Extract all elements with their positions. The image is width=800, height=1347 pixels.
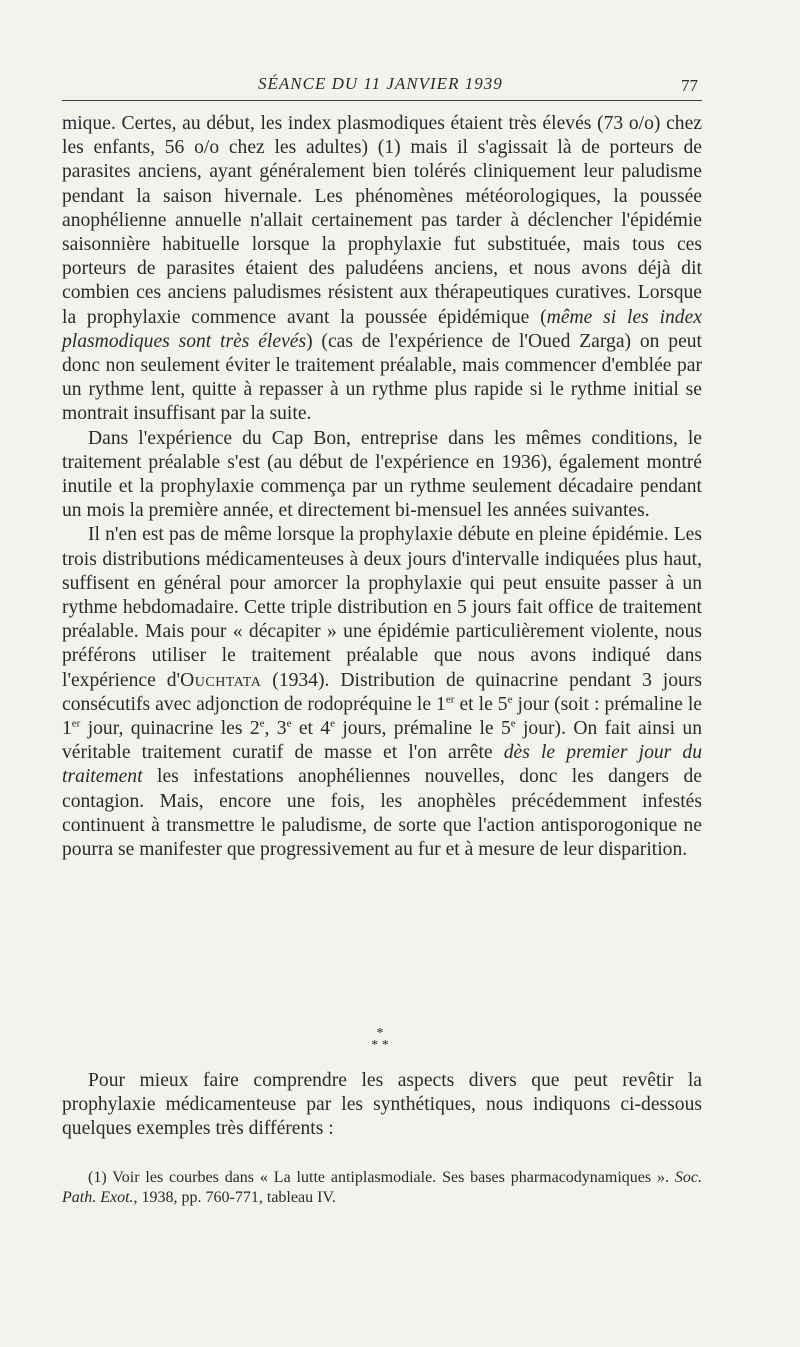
paragraph-4: Pour mieux faire comprendre les aspects divers que peut revêtir la prophylaxie médicamenteuse par les synthétiques, nous indiquons ci-dessous quelques exemples très différents : [62, 1070, 702, 1140]
asterism [360, 1028, 400, 1052]
journal-title: Soc. Path. Exot. [62, 1169, 702, 1206]
page-header [62, 72, 702, 98]
page-number: 77 [681, 76, 698, 95]
place-name: Ouchtata [180, 669, 262, 691]
emphasis: même si les index plasmodiques sont très élevés [62, 306, 703, 352]
paragraph-2: Dans l'expérience du Cap Bon, entreprise dans les mêmes conditions, le traitement préalable s'est (au début de l'expérience en 1936), également montré inutile et la prophylaxie commença par un rythme seulement décadaire pendant un mois la première année, et directement bi-mensuel les années suivantes. [62, 427, 702, 522]
paragraph-1: mique. Certes, au début, les index plasmodiques étaient très élevés (73 o/o) chez les enfants, 56 o/o chez les adultes) (1) mais il s'agissait là de porteurs de parasites anciens, ayant généralement bien tolérés cliniquement leur paludisme pendant la saison hivernale. Les phénomènes météorologiques, la poussée anophélienne annuelle n'allait certainement pas tarder à déclencher l'épidémie saisonnière habituelle lorsque la prophylaxie fut substituée, mais tous ces porteurs de parasites étaient des paludéens anciens, et nous avons déjà dit combien ces anciens paludismes résistent aux thérapeutiques curatives. Lorsque la prophylaxie commence avant la poussée épidémique (même si les index plasmodiques sont très élevés) (cas de l'expérience de l'Oued Zarga) on peut donc non seulement éviter le traitement préalable, mais commencer d'emblée par un rythme lent, quitte à repasser à un rythme plus rapide si le rythme initial se montrait insuffisant par la suite. [62, 113, 703, 425]
paragraph-3: Il n'en est pas de même lorsque la prophylaxie débute en pleine épidémie. Les trois distributions médicamenteuses à deux jours d'intervalle indiquées plus haut, suffisent en général pour amorcer la prophylaxie qui peut ensuite passer à un rythme hebdomadaire. Cette triple distribution en 5 jours fait office de traitement préalable. Mais pour « décapiter » une épidémie particulièrement violente, nous préférons utiliser le traitement préalable que nous avons indiqué dans l'expérience d'Ouchtata (1934). Distribution de quinacrine pendant 3 jours consécutifs avec adjonction de rodopréquine le 1er et le 5e jour (soit : prémaline le 1er jour, quinacrine les 2e, 3e et 4e jours, prémaline le 5e jour). On fait ainsi un véritable traitement curatif de masse et l'on arrête dès le premier jour du traitement les infestations anophéliennes nouvelles, donc les dangers de contagion. Mais, encore une fois, les anophèles précédemment infestés continuent à transmettre le paludisme, de sorte que l'action antisporogonique ne pourra se manifester que progressivement au fur et à mesure de leur disparition. [62, 524, 703, 861]
footnote [62, 1168, 702, 1208]
emphasis: dès le premier jour du traitement [62, 742, 702, 788]
footnote-text: (1) Voir les courbes dans « La lutte antiplasmodiale. Ses bases pharmacodynamiques ». Soc. Path. Exot., 1938, pp. 760-771, tableau IV. [62, 1169, 702, 1206]
running-head: SÉANCE DU 11 JANVIER 1939 [258, 74, 503, 93]
asterism-top: * [376, 1026, 384, 1041]
asterism-bottom: * * [371, 1038, 389, 1053]
body-text [62, 112, 702, 862]
closing-paragraph [62, 1069, 702, 1142]
header-rule [62, 100, 702, 101]
